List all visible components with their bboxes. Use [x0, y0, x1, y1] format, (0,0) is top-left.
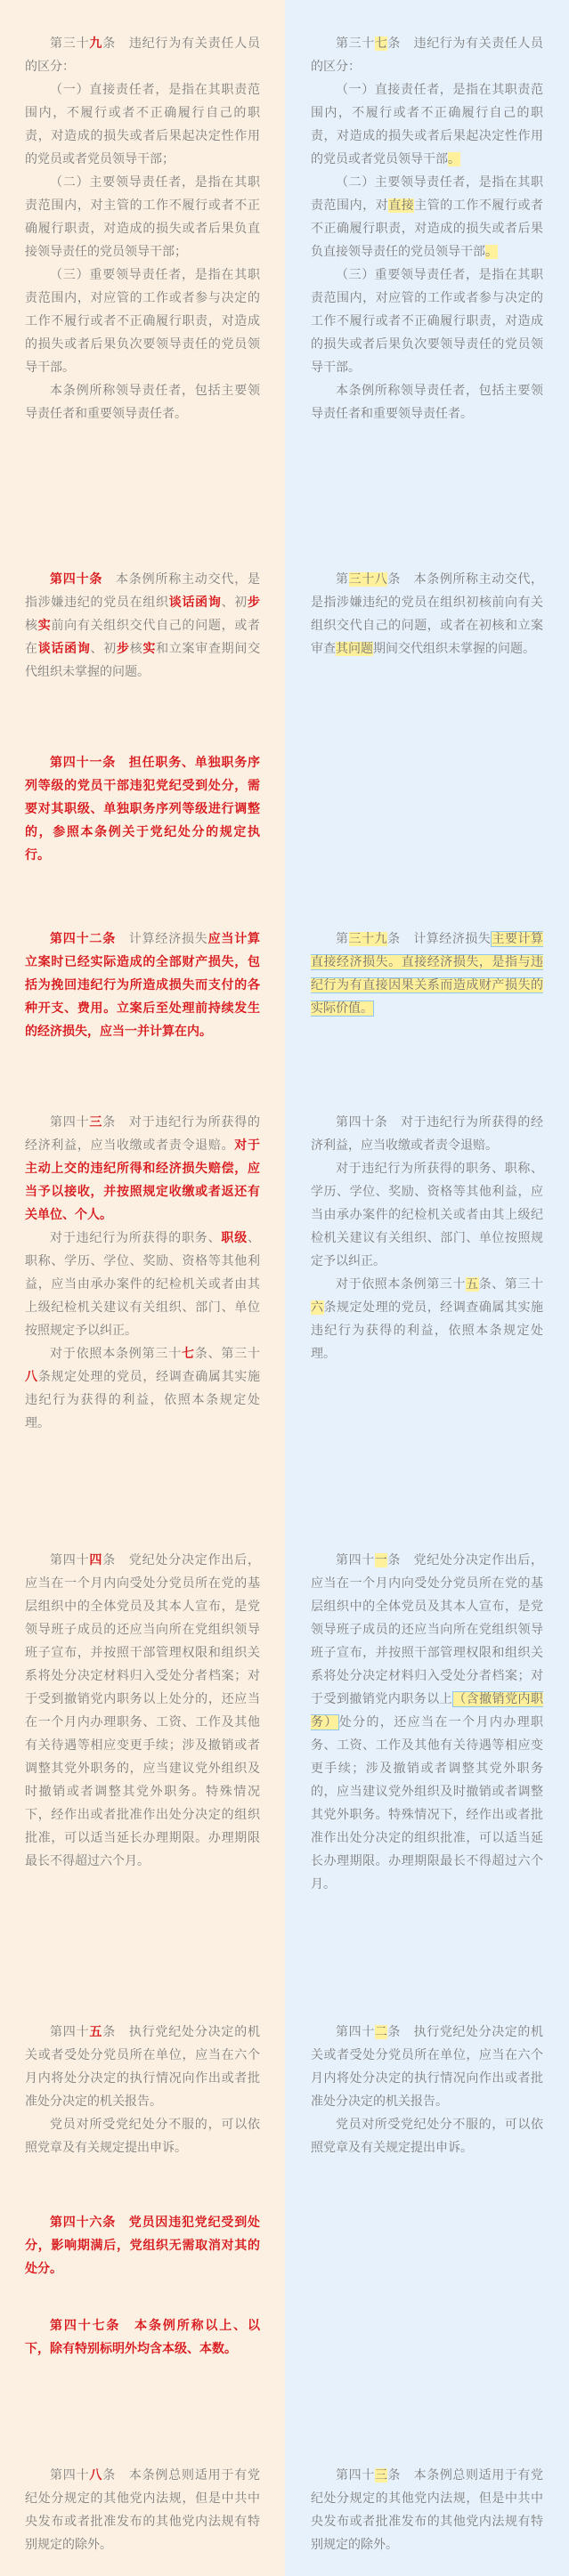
- paragraph: 对于违纪行为所获得的职务、职称、学历、学位、奖励、资格等其他利益，应当由承办案件的纪检机关或者由其上级纪检机关建议有关组织、部门、单位按照规定予以纠正。: [311, 1162, 543, 1268]
- paragraph: 第四十三条 本条例总则适用于有党纪处分规定的其他党内法规，但是中共中央发布或者批准发布的其他党内法规有特别规定的除外。: [311, 2468, 544, 2552]
- article-48-left: [25, 2464, 260, 2556]
- article-40-left: [25, 568, 260, 684]
- article-40-right: [311, 1111, 543, 1365]
- article-41-right: [311, 1549, 543, 1896]
- paragraph: （三）重要领导责任者，是指在其职责范围内，对应管的工作或者参与决定的工作不履行或者不正确履行职责，对造成的损失或者后果负次要领导责任的党员领导干部。: [311, 268, 543, 375]
- article-37-right: [311, 32, 543, 425]
- article-38-right: [311, 568, 543, 660]
- paragraph: 第四十七条 本条例所称以上、以下，除有特别标明外均含本级、本数。: [25, 2319, 260, 2356]
- paragraph: 第四十一条 党纪处分决定作出后，应当在一个月内向受处分党员所在党的基层组织中的全体党员及其本人宣布，是党领导班子成员的还应当向所在党组织领导班子宣布，并按照干部管理权限和组织关系将处分决定材料归入受处分者档案；对于受到撤销党内职务以上（含撤销党内职务）处分的，还应当在一个月内办理职务、工资、工作及其他有关待遇等相应变更手续；涉及撤销或者调整其党外职务的，应当建议党外组织及时撤销或者调整其党外职务。特殊情况下，经作出或者批准作出处分决定的组织批准，可以适当延长办理期限。办理期限最长不得超过六个月。: [311, 1553, 544, 1891]
- article-42-left: [25, 928, 260, 1043]
- paragraph: 第四十二条 执行党纪处分决定的机关或者受处分党员所在单位，应当在六个月内将处分决定的执行情况向作出或者批准处分决定的机关报告。: [311, 2025, 544, 2109]
- article-47-left: [25, 2314, 260, 2361]
- paragraph: （一）直接责任者，是指在其职责范围内，不履行或者不正确履行自己的职责，对造成的损失或者后果起决定性作用的党员或者党员领导干部；: [25, 83, 260, 166]
- article-43-right: [311, 2464, 543, 2556]
- paragraph: 党员对所受党纪处分不服的，可以依照党章及有关规定提出申诉。: [311, 2118, 543, 2155]
- paragraph: 第三十九条 计算经济损失主要计算直接经济损失。直接经济损失，是指与违纪行为有直接因果关系而造成财产损失的实际价值。: [311, 932, 544, 1016]
- article-43-left: [25, 1111, 260, 1435]
- article-44-left: [25, 1549, 260, 1873]
- article-39-right: [311, 928, 543, 1020]
- paragraph: （三）重要领导责任者，是指在其职责范围内，对应管的工作或者参与决定的工作不履行或者不正确履行职责，对造成的损失或者后果负次要领导责任的党员领导干部。: [25, 268, 260, 375]
- article-45-left: [25, 2021, 260, 2159]
- paragraph: 第三十八条 本条例所称主动交代，是指涉嫌违纪的党员在组织初核前向有关组织交代自己的问题，或者在初核和立案审查其问题期间交代组织未掌握的问题。: [311, 572, 544, 656]
- paragraph: 第四十六条 党员因违犯党纪受到处分，影响期满后，党组织无需取消对其的处分。: [25, 2216, 260, 2276]
- paragraph: 第四十八条 本条例总则适用于有党纪处分规定的其他党内法规，但是中共中央发布或者批准发布的其他党内法规有特别规定的除外。: [25, 2468, 261, 2552]
- paragraph: 党员对所受党纪处分不服的，可以依照党章及有关规定提出申诉。: [25, 2118, 260, 2155]
- article-42-right: [311, 2021, 543, 2159]
- paragraph: 第四十条 本条例所称主动交代，是指涉嫌违纪的党员在组织谈话函询、初步核实前向有关组织交代自己的问题，或者在谈话函询、初步核实和立案审查期间交代组织未掌握的问题。: [25, 572, 261, 679]
- paragraph: 本条例所称领导责任者，包括主要领导责任者和重要领导责任者。: [25, 384, 260, 421]
- article-46-left: [25, 2211, 260, 2280]
- original-text-column: [285, 0, 569, 2576]
- paragraph: 第四十一条 担任职务、单独职务序列等级的党员干部违犯党纪受到处分，需要对其职级、单独职务序列等级进行调整的，参照本条例关于党纪处分的规定执行。: [25, 756, 260, 863]
- paragraph: 第四十条 对于违纪行为所获得的经济利益，应当收缴或者责令退赔。: [311, 1115, 543, 1153]
- paragraph: 第四十二条 计算经济损失应当计算立案时已经实际造成的全部财产损失，包括为挽回违纪行为所造成损失而支付的各种开支、费用。立案后至处理前持续发生的经济损失，应当一并计算在内。: [25, 932, 261, 1039]
- paragraph: 第四十四条 党纪处分决定作出后，应当在一个月内向受处分党员所在党的基层组织中的全体党员及其本人宣布，是党领导班子成员的还应当向所在党组织领导班子宣布，并按照干部管理权限和组织关系将处分决定材料归入受处分者档案；对于受到撤销党内职务以上处分的，还应当在一个月内办理职务、工资、工作及其他有关待遇等相应变更手续；涉及撤销或者调整其党外职务的，应当建议党外组织及时撤销或者调整其党外职务。特殊情况下，经作出或者批准作出处分决定的组织批准，可以适当延长办理期限。办理期限最长不得超过六个月。: [25, 1553, 261, 1868]
- paragraph: 第三十七条 违纪行为有关责任人员的区分：: [311, 36, 544, 74]
- paragraph: （二）主要领导责任者，是指在其职责范围内，对主管的工作不履行或者不正确履行职责，对造成的损失或者后果负直接领导责任的党员领导干部；: [25, 175, 260, 259]
- paragraph: 第四十五条 执行党纪处分决定的机关或者受处分党员所在单位，应当在六个月内将处分决定的执行情况向作出或者批准处分决定的机关报告。: [25, 2025, 261, 2109]
- paragraph: 第三十九条 违纪行为有关责任人员的区分：: [25, 36, 261, 74]
- paragraph: （二）主要领导责任者，是指在其职责范围内，对直接主管的工作不履行或者不正确履行职责，对造成的损失或者后果负直接领导责任的党员领导干部。: [311, 175, 544, 259]
- article-39-left: [25, 32, 260, 425]
- article-41-left: [25, 751, 260, 867]
- paragraph: （一）直接责任者，是指在其职责范围内，不履行或者不正确履行自己的职责，对造成的损失或者后果起决定性作用的党员或者党员领导干部。: [311, 83, 543, 166]
- paragraph: 对于违纪行为所获得的职务、职级、职称、学历、学位、奖励、资格等其他利益，应当由承办案件的纪检机关或者由其上级纪检机关建议有关组织、部门、单位按照规定予以纠正。: [25, 1231, 261, 1338]
- paragraph: 对于依照本条例第三十五条、第三十六条规定处理的党员，经调查确属其实施违纪行为获得的利益，依照本条规定处理。: [311, 1277, 544, 1361]
- paragraph: 本条例所称领导责任者，包括主要领导责任者和重要领导责任者。: [311, 384, 543, 421]
- paragraph: 对于依照本条例第三十七条、第三十八条规定处理的党员，经调查确属其实施违纪行为获得的利益，依照本条规定处理。: [25, 1347, 261, 1430]
- paragraph: 第四十三条 对于违纪行为所获得的经济利益，应当收缴或者责令退赔。对于主动上交的违纪所得和经济损失赔偿，应当予以接收，并按照规定收缴或者返还有关单位、个人。: [25, 1115, 261, 1222]
